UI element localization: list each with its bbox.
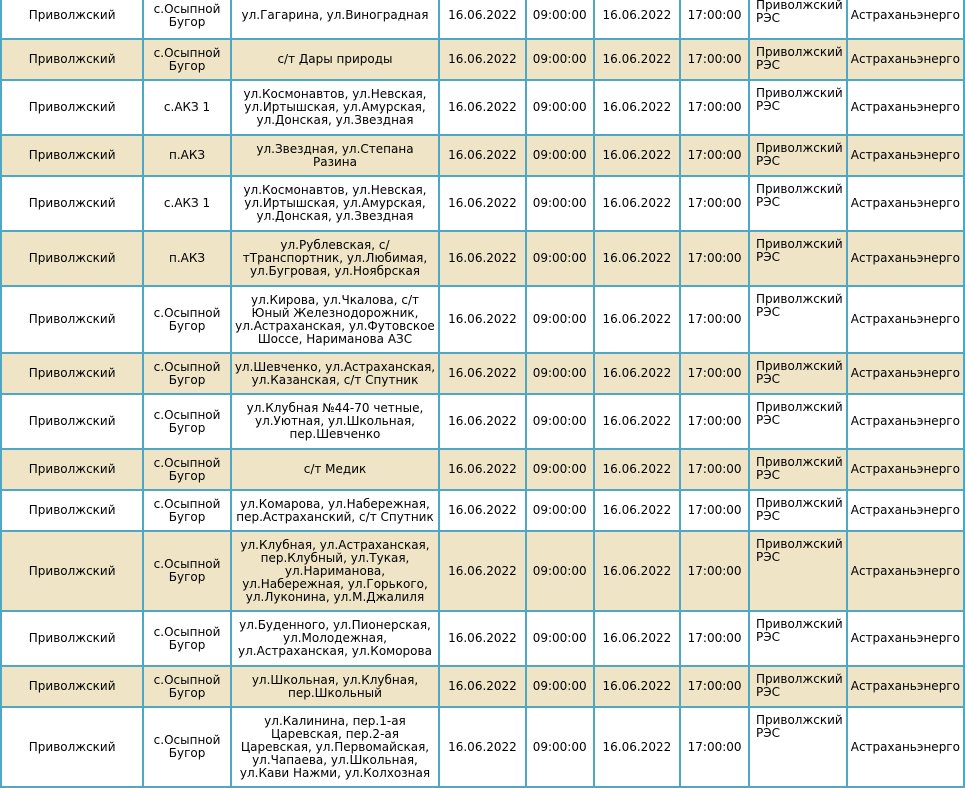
organization-cell: Астраханьэнерго <box>847 449 964 490</box>
time-from-cell: 09:00:00 <box>526 286 594 353</box>
date-to-cell: 16.06.2022 <box>594 707 681 787</box>
res-cell: Приволжский РЭС <box>749 611 847 666</box>
date-from-cell: 16.06.2022 <box>439 353 526 394</box>
organization-cell: Астраханьэнерго <box>847 353 964 394</box>
settlement-cell: с.АКЗ 1 <box>143 176 231 231</box>
date-to-cell: 16.06.2022 <box>594 0 681 39</box>
district-cell: Приволжский <box>1 0 143 39</box>
time-to-cell: 17:00:00 <box>680 135 749 176</box>
time-from-cell: 09:00:00 <box>526 353 594 394</box>
time-from-cell: 09:00:00 <box>526 176 594 231</box>
organization-cell: Астраханьэнерго <box>847 707 964 787</box>
time-from-cell: 09:00:00 <box>526 666 594 707</box>
time-to-cell: 17:00:00 <box>680 531 749 611</box>
time-from-cell: 09:00:00 <box>526 80 594 135</box>
district-cell: Приволжский <box>1 135 143 176</box>
date-to-cell: 16.06.2022 <box>594 353 681 394</box>
table-row <box>1 176 964 231</box>
res-cell: Приволжский РЭС <box>749 707 847 787</box>
time-to-cell: 17:00:00 <box>680 39 749 80</box>
date-from-cell: 16.06.2022 <box>439 394 526 449</box>
time-to-cell: 17:00:00 <box>680 80 749 135</box>
time-to-cell: 17:00:00 <box>680 231 749 286</box>
streets-cell: ул.Буденного, ул.Пионерская, ул.Молодежная, ул.Астраханская, ул.Коморова <box>231 611 439 666</box>
table-row <box>1 353 964 394</box>
district-cell: Приволжский <box>1 80 143 135</box>
organization-cell: Астраханьэнерго <box>847 666 964 707</box>
settlement-cell: с.Осыпной Бугор <box>143 353 231 394</box>
table-row <box>1 449 964 490</box>
settlement-cell: с.Осыпной Бугор <box>143 531 231 611</box>
res-cell: Приволжский РЭС <box>749 449 847 490</box>
organization-cell: Астраханьэнерго <box>847 176 964 231</box>
settlement-cell: с.Осыпной Бугор <box>143 394 231 449</box>
district-cell: Приволжский <box>1 490 143 531</box>
res-cell: Приволжский РЭС <box>749 39 847 80</box>
date-from-cell: 16.06.2022 <box>439 80 526 135</box>
table-row <box>1 80 964 135</box>
date-to-cell: 16.06.2022 <box>594 39 681 80</box>
res-cell: Приволжский РЭС <box>749 286 847 353</box>
time-from-cell: 09:00:00 <box>526 707 594 787</box>
date-to-cell: 16.06.2022 <box>594 666 681 707</box>
table-row <box>1 666 964 707</box>
district-cell: Приволжский <box>1 39 143 80</box>
time-to-cell: 17:00:00 <box>680 0 749 39</box>
district-cell: Приволжский <box>1 286 143 353</box>
settlement-cell: с.Осыпной Бугор <box>143 707 231 787</box>
table-row <box>1 490 964 531</box>
district-cell: Приволжский <box>1 531 143 611</box>
streets-cell: ул.Калинина, пер.1-ая Царевская, пер.2-ая Царевская, ул.Первомайская, ул.Чапаева, ул.Школьная, ул.Кави Нажми, ул.Колхозная <box>231 707 439 787</box>
date-to-cell: 16.06.2022 <box>594 286 681 353</box>
time-to-cell: 17:00:00 <box>680 394 749 449</box>
organization-cell: Астраханьэнерго <box>847 231 964 286</box>
time-from-cell: 09:00:00 <box>526 231 594 286</box>
date-from-cell: 16.06.2022 <box>439 666 526 707</box>
date-from-cell: 16.06.2022 <box>439 449 526 490</box>
time-to-cell: 17:00:00 <box>680 490 749 531</box>
streets-cell: ул.Рублевская, с/тТранспортник, ул.Любимая, ул.Бугровая, ул.Ноябрская <box>231 231 439 286</box>
date-from-cell: 16.06.2022 <box>439 231 526 286</box>
streets-cell: ул.Космонавтов, ул.Невская, ул.Иртышская, ул.Амурская, ул.Донская, ул.Звездная <box>231 80 439 135</box>
table-row <box>1 0 964 39</box>
time-from-cell: 09:00:00 <box>526 135 594 176</box>
streets-cell: с/т Медик <box>231 449 439 490</box>
settlement-cell: с.АКЗ 1 <box>143 80 231 135</box>
time-from-cell: 09:00:00 <box>526 490 594 531</box>
time-to-cell: 17:00:00 <box>680 449 749 490</box>
table-row <box>1 39 964 80</box>
settlement-cell: п.АКЗ <box>143 231 231 286</box>
time-to-cell: 17:00:00 <box>680 286 749 353</box>
date-to-cell: 16.06.2022 <box>594 135 681 176</box>
streets-cell: ул.Клубная №44-70 четные, ул.Уютная, ул.Школьная, пер.Шевченко <box>231 394 439 449</box>
res-cell: Приволжский РЭС <box>749 231 847 286</box>
organization-cell: Астраханьэнерго <box>847 531 964 611</box>
streets-cell: ул.Школьная, ул.Клубная, пер.Школьный <box>231 666 439 707</box>
streets-cell: ул.Космонавтов, ул.Невская, ул.Иртышская, ул.Амурская, ул.Донская, ул.Звездная <box>231 176 439 231</box>
organization-cell: Астраханьэнерго <box>847 135 964 176</box>
date-from-cell: 16.06.2022 <box>439 286 526 353</box>
time-from-cell: 09:00:00 <box>526 531 594 611</box>
district-cell: Приволжский <box>1 449 143 490</box>
date-from-cell: 16.06.2022 <box>439 490 526 531</box>
organization-cell: Астраханьэнерго <box>847 611 964 666</box>
time-from-cell: 09:00:00 <box>526 0 594 39</box>
date-to-cell: 16.06.2022 <box>594 394 681 449</box>
res-cell: Приволжский РЭС <box>749 135 847 176</box>
date-to-cell: 16.06.2022 <box>594 531 681 611</box>
district-cell: Приволжский <box>1 707 143 787</box>
organization-cell: Астраханьэнерго <box>847 80 964 135</box>
organization-cell: Астраханьэнерго <box>847 0 964 39</box>
time-from-cell: 09:00:00 <box>526 394 594 449</box>
organization-cell: Астраханьэнерго <box>847 286 964 353</box>
time-from-cell: 09:00:00 <box>526 39 594 80</box>
streets-cell: ул.Звездная, ул.Степана Разина <box>231 135 439 176</box>
date-to-cell: 16.06.2022 <box>594 490 681 531</box>
res-cell: Приволжский РЭС <box>749 394 847 449</box>
table-row <box>1 135 964 176</box>
settlement-cell: с.Осыпной Бугор <box>143 611 231 666</box>
settlement-cell: с.Осыпной Бугор <box>143 0 231 39</box>
time-from-cell: 09:00:00 <box>526 449 594 490</box>
res-cell: Приволжский РЭС <box>749 531 847 611</box>
date-to-cell: 16.06.2022 <box>594 449 681 490</box>
res-cell: Приволжский РЭС <box>749 353 847 394</box>
time-to-cell: 17:00:00 <box>680 666 749 707</box>
settlement-cell: п.АКЗ <box>143 135 231 176</box>
date-from-cell: 16.06.2022 <box>439 707 526 787</box>
date-from-cell: 16.06.2022 <box>439 39 526 80</box>
district-cell: Приволжский <box>1 353 143 394</box>
district-cell: Приволжский <box>1 394 143 449</box>
settlement-cell: с.Осыпной Бугор <box>143 286 231 353</box>
streets-cell: ул.Кирова, ул.Чкалова, с/т Юный Железнодорожник, ул.Астраханская, ул.Футовское Шоссе, Нариманова АЗС <box>231 286 439 353</box>
date-to-cell: 16.06.2022 <box>594 231 681 286</box>
streets-cell: ул.Шевченко, ул.Астраханская, ул.Казанская, с/т Спутник <box>231 353 439 394</box>
date-to-cell: 16.06.2022 <box>594 80 681 135</box>
settlement-cell: с.Осыпной Бугор <box>143 449 231 490</box>
organization-cell: Астраханьэнерго <box>847 39 964 80</box>
date-from-cell: 16.06.2022 <box>439 176 526 231</box>
res-cell: Приволжский РЭС <box>749 176 847 231</box>
table-row <box>1 707 964 787</box>
table-row <box>1 394 964 449</box>
streets-cell: ул.Клубная, ул.Астраханская, пер.Клубный, ул.Тукая, ул.Нариманова, ул.Набережная, ул.Горького, ул.Луконина, ул.М.Джалиля <box>231 531 439 611</box>
district-cell: Приволжский <box>1 666 143 707</box>
settlement-cell: с.Осыпной Бугор <box>143 490 231 531</box>
time-to-cell: 17:00:00 <box>680 353 749 394</box>
district-cell: Приволжский <box>1 611 143 666</box>
settlement-cell: с.Осыпной Бугор <box>143 39 231 80</box>
organization-cell: Астраханьэнерго <box>847 394 964 449</box>
streets-cell: ул.Комарова, ул.Набережная, пер.Астраханский, с/т Спутник <box>231 490 439 531</box>
date-from-cell: 16.06.2022 <box>439 531 526 611</box>
date-from-cell: 16.06.2022 <box>439 135 526 176</box>
organization-cell: Астраханьэнерго <box>847 490 964 531</box>
table-row <box>1 286 964 353</box>
time-to-cell: 17:00:00 <box>680 611 749 666</box>
time-to-cell: 17:00:00 <box>680 707 749 787</box>
streets-cell: с/т Дары природы <box>231 39 439 80</box>
res-cell: Приволжский РЭС <box>749 80 847 135</box>
streets-cell: ул.Гагарина, ул.Виноградная <box>231 0 439 39</box>
date-from-cell: 16.06.2022 <box>439 0 526 39</box>
table-row <box>1 611 964 666</box>
res-cell: Приволжский РЭС <box>749 490 847 531</box>
time-to-cell: 17:00:00 <box>680 176 749 231</box>
res-cell: Приволжский РЭС <box>749 666 847 707</box>
date-from-cell: 16.06.2022 <box>439 611 526 666</box>
time-from-cell: 09:00:00 <box>526 611 594 666</box>
res-cell: Приволжский РЭС <box>749 0 847 39</box>
district-cell: Приволжский <box>1 231 143 286</box>
settlement-cell: с.Осыпной Бугор <box>143 666 231 707</box>
date-to-cell: 16.06.2022 <box>594 176 681 231</box>
table-row <box>1 531 964 611</box>
date-to-cell: 16.06.2022 <box>594 611 681 666</box>
table-row <box>1 231 964 286</box>
district-cell: Приволжский <box>1 176 143 231</box>
